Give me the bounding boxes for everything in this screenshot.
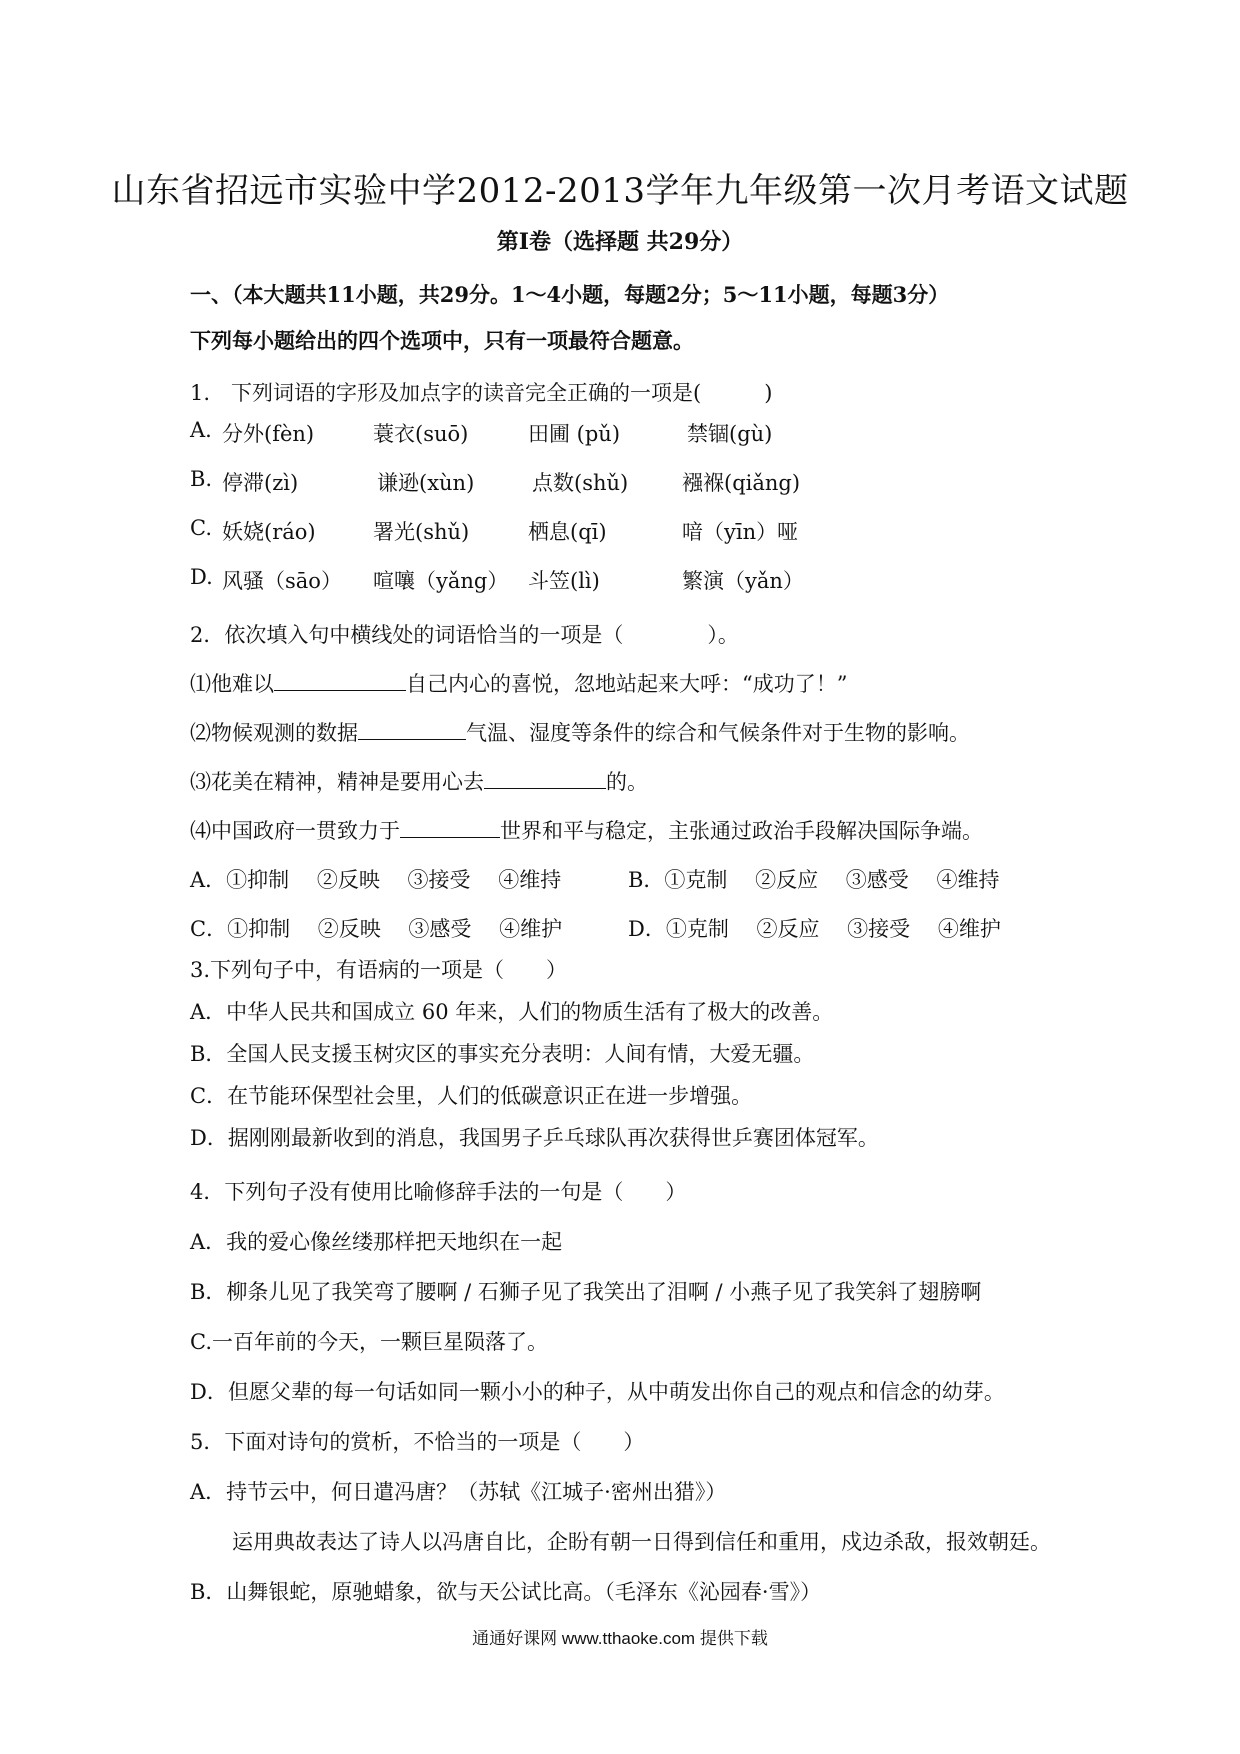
q5-option-a-note: 运用典故表达了诗人以冯唐自比，企盼有朝一日得到信任和重用，戍边杀敌，报效朝廷。 [232,1530,1051,1554]
q2-sentence-4: ⑷中国政府一贯致力于 世界和平与稳定，主张通过政治手段解决国际争端。 [190,815,983,845]
q1-stem: 1. 下列词语的字形及加点字的读音完全正确的一项是( ) [190,381,773,405]
q3-option-b: B．全国人民支援玉树灾区的事实充分表明：人间有情，大爱无疆。 [190,1042,815,1066]
q4-option-a: A．我的爱心像丝缕那样把天地织在一起 [190,1230,563,1254]
answer-blank [400,815,500,838]
q1-option-c: C. 妖娆(ráo) 署光(shǔ) 栖息(qī) 喑（yīn）哑 [190,516,799,544]
q4-option-b: B．柳条儿见了我笑弯了腰啊 / 石狮子见了我笑出了泪啊 / 小燕子见了我笑斜了翅膀啊 [190,1280,982,1304]
q5-option-b: B．山舞银蛇，原驰蜡象，欲与天公试比高。（毛泽东《沁园春·雪》） [190,1580,822,1604]
page-title: 山东省招远市实验中学2012-2013学年九年级第一次月考语文试题 [111,171,1129,211]
q1-option-d: D. 风骚（sāo） 喧嚷（yǎng） 斗笠(lì) 繁演（yǎn） [190,565,804,593]
q3-option-a: A．中华人民共和国成立 60 年来，人们的物质生活有了极大的改善。 [190,1000,834,1024]
answer-blank [484,766,606,789]
q1-option-a: A. 分外(fèn) 蓑衣(suō) 田圃 (pǔ) 禁锢(gù) [190,418,773,446]
section-subtitle: 第Ⅰ卷（选择题 共29分） [496,229,744,255]
q3-option-c: C．在节能环保型社会里，人们的低碳意识正在进一步增强。 [190,1084,753,1108]
q2-stem: 2．依次填入句中横线处的词语恰当的一项是（ ）。 [190,623,739,647]
q4-option-c: C.一百年前的今天，一颗巨星陨落了。 [190,1330,548,1354]
answer-blank [274,668,406,691]
q2-options-cd [190,913,1090,943]
q2-sentence-1: ⑴他难以 自己内心的喜悦，忽地站起来大呼：“成功了！” [190,668,847,698]
q3-option-d: D．据刚刚最新收到的消息，我国男子乒乓球队再次获得世乒赛团体冠军。 [190,1126,879,1150]
q4-stem: 4．下列句子没有使用比喻修辞手法的一句是（ ） [190,1180,687,1204]
q2-option-c: C．①抑制 ②反映 ③感受 ④维护 [190,917,563,941]
q2-option-d: D．①克制 ②反应 ③接受 ④维护 [628,917,1001,941]
footer-watermark: 通通好课网 www.tthaoke.com 提供下载 [472,1629,768,1648]
q3-stem: 3.下列句子中，有语病的一项是（ ） [190,958,568,982]
q2-options-ab [190,864,1090,894]
q2-option-a: A．①抑制 ②反映 ③接受 ④维持 [190,868,562,892]
q2-option-b: B．①克制 ②反应 ③感受 ④维持 [628,868,1000,892]
section-instruction: 下列每小题给出的四个选项中，只有一项最符合题意。 [190,328,694,353]
section-heading: 一、（本大题共11小题，共29分。1～4小题，每题2分；5～11小题，每题3分） [190,282,950,307]
q2-sentence-3: ⑶花美在精神，精神是要用心去 的。 [190,766,648,796]
q2-sentence-2: ⑵物候观测的数据 气温、湿度等条件的综合和气候条件对于生物的影响。 [190,717,970,747]
q5-stem: 5．下面对诗句的赏析，不恰当的一项是（ ） [190,1430,645,1454]
q4-option-d: D．但愿父辈的每一句话如同一颗小小的种子，从中萌发出你自己的观点和信念的幼芽。 [190,1380,1005,1404]
answer-blank [358,717,466,740]
q5-option-a: A．持节云中，何日遣冯唐？（苏轼《江城子·密州出猎》） [190,1480,727,1504]
q1-option-b: B. 停滞(zì) 谦逊(xùn) 点数(shǔ) 襁褓(qiǎng) [190,467,801,495]
